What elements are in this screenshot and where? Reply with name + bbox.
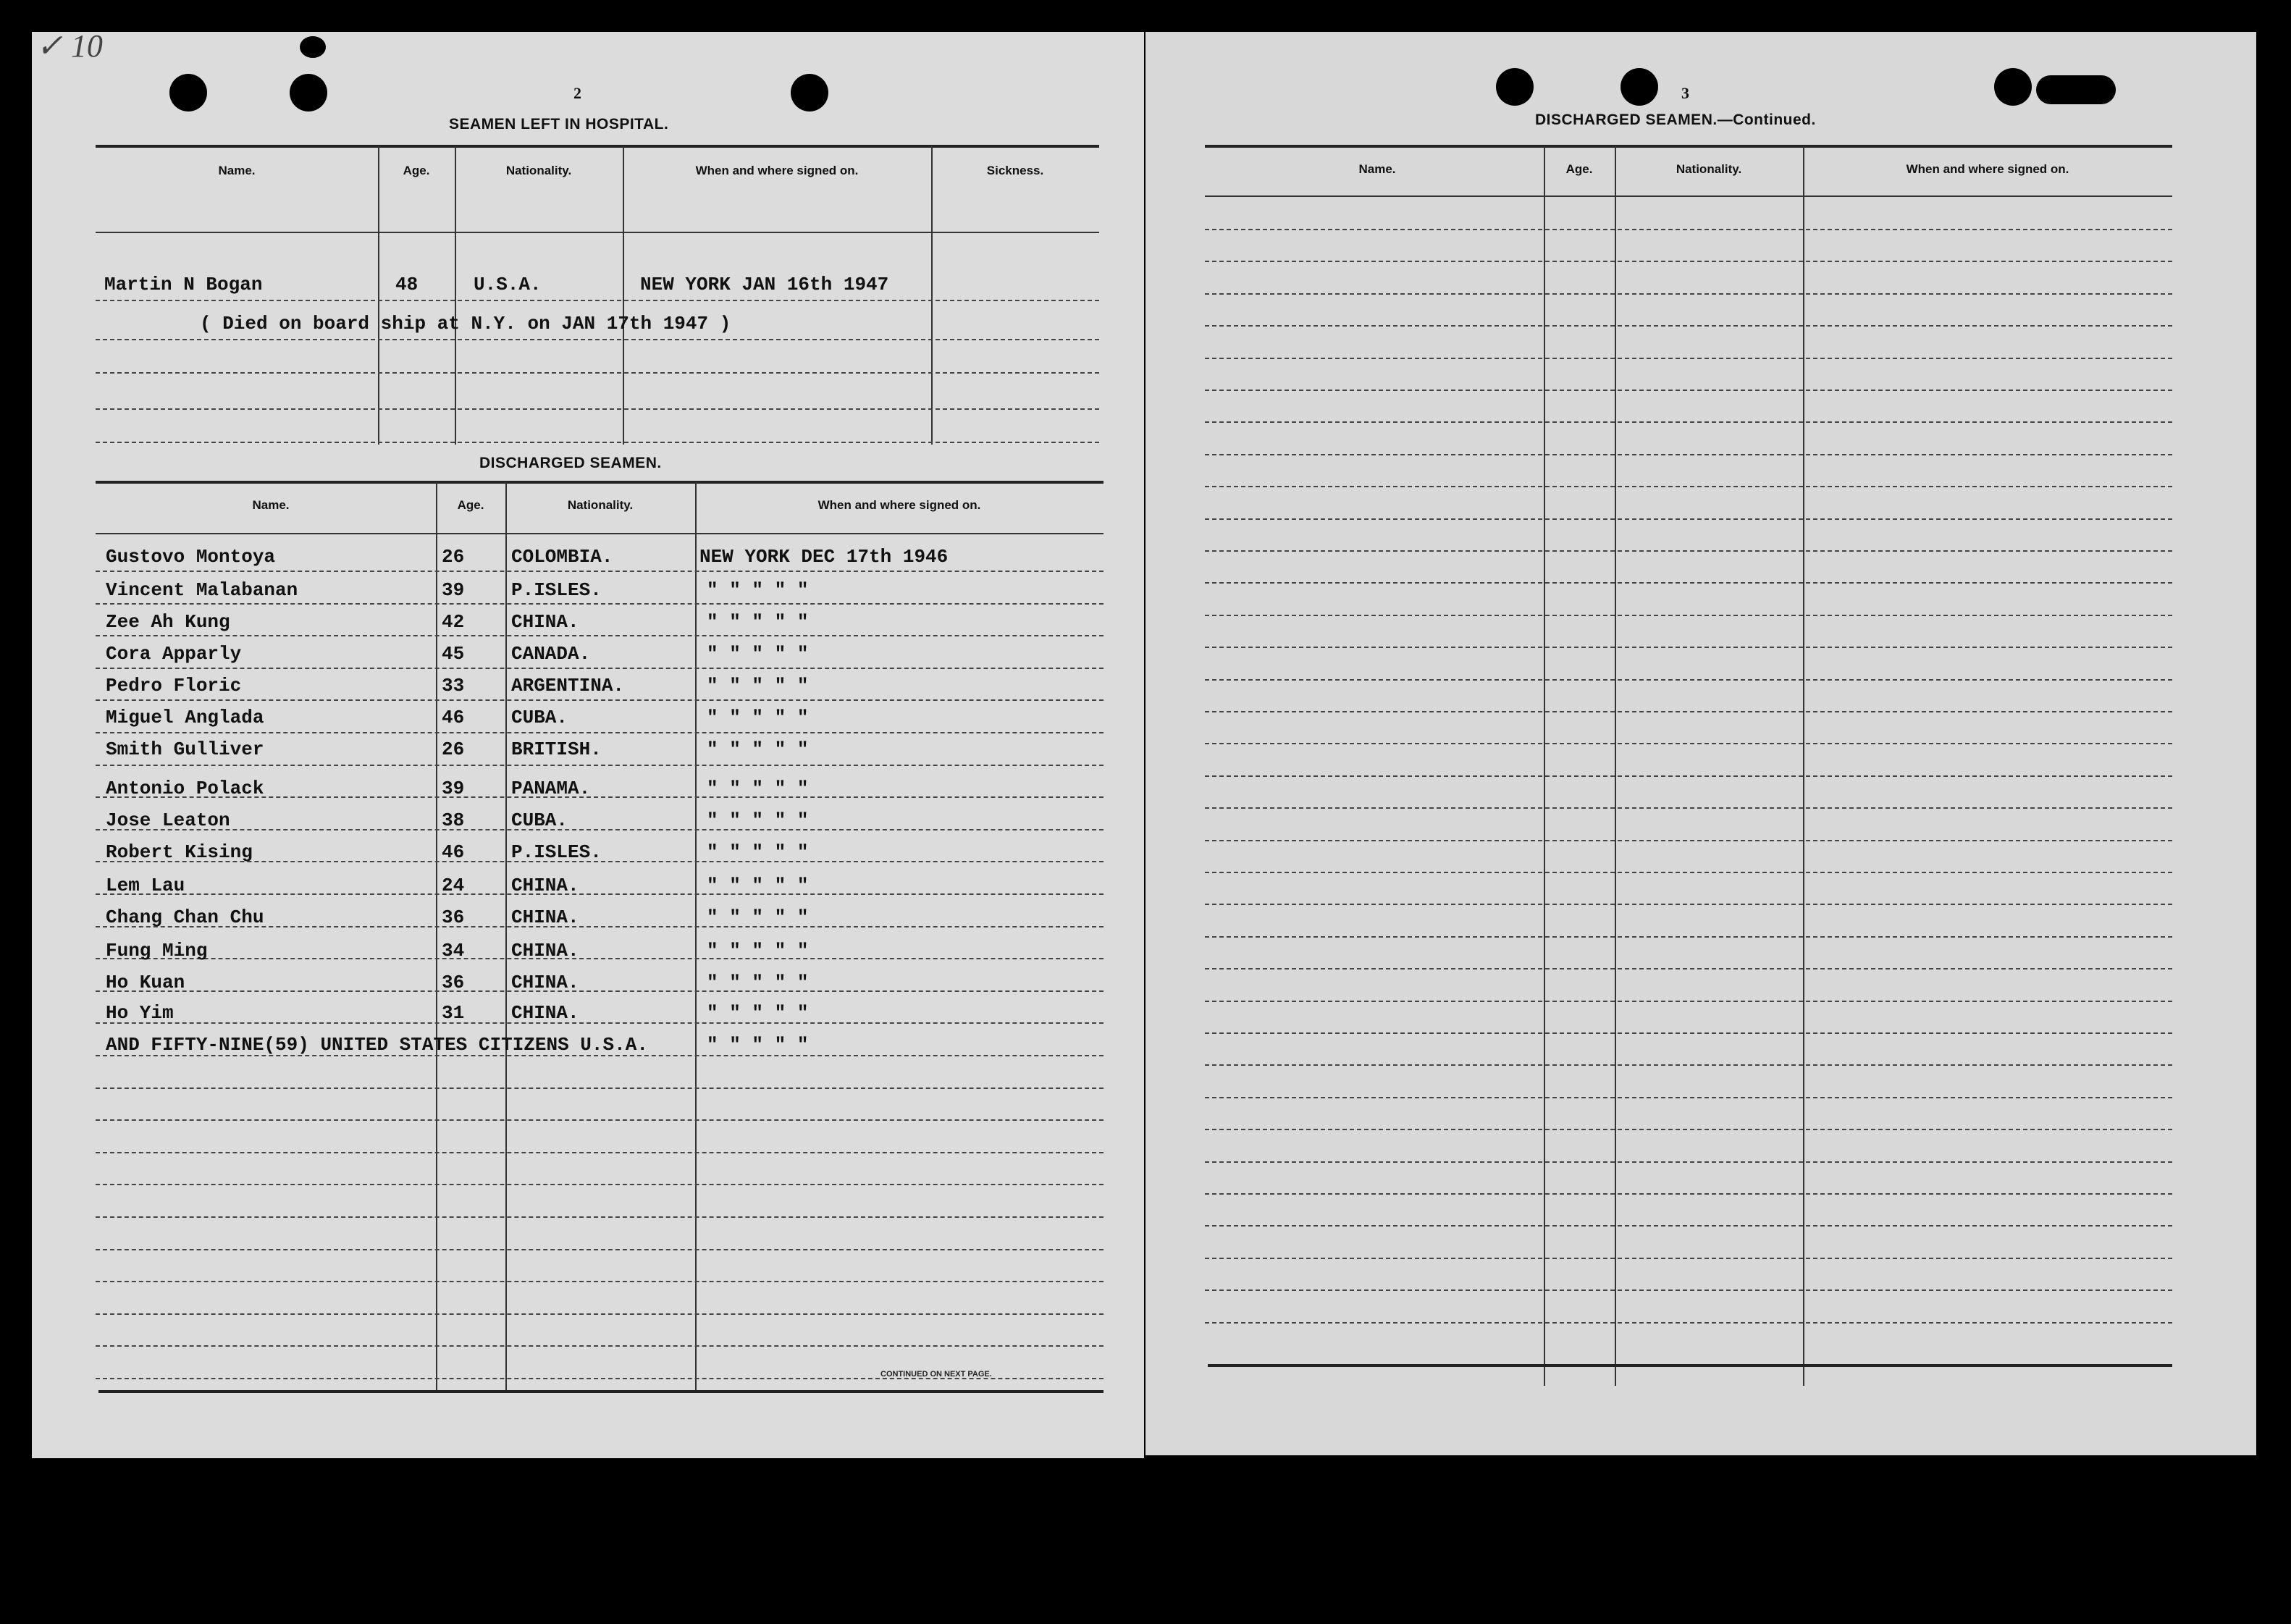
row-line [1205, 1001, 2172, 1002]
row-nationality: ARGENTINA. [511, 675, 625, 697]
row-line [1205, 615, 2172, 616]
row-nationality: BRITISH. [511, 739, 602, 760]
table-rule [1205, 145, 2172, 148]
row-nationality: CUBA. [511, 707, 568, 728]
row-nationality: CHINA. [511, 1002, 579, 1024]
row-signed-on: " " " " " [707, 643, 809, 665]
row-line [1205, 1064, 2172, 1066]
table-rule [96, 481, 1104, 484]
row-name: Ho Kuan [106, 972, 185, 993]
row-line [1205, 550, 2172, 552]
row-name: Pedro Floric [106, 675, 242, 697]
column-header-age: Age. [403, 164, 430, 177]
row-nationality: P.ISLES. [511, 841, 602, 863]
row-line [1205, 358, 2172, 359]
row-line [96, 300, 1099, 301]
column-divider [455, 146, 456, 445]
row-signed-on: " " " " " [707, 739, 809, 760]
row-line [1205, 679, 2172, 681]
row-name: Zee Ah Kung [106, 611, 230, 633]
row-nationality: CHINA. [511, 611, 579, 633]
footer-signed-on: " " " " " [707, 1034, 809, 1056]
row-name: Cora Apparly [106, 643, 242, 665]
column-divider [1544, 146, 1545, 1386]
row-line [96, 1313, 1104, 1315]
row-line [96, 372, 1099, 374]
continued-note: CONTINUED ON NEXT PAGE. [880, 1370, 992, 1379]
column-divider [505, 482, 507, 1392]
row-line [1205, 1258, 2172, 1259]
row-nationality: CHINA. [511, 875, 579, 896]
row-line [96, 1087, 1104, 1089]
row-signed-on: " " " " " [707, 707, 809, 728]
row-nationality: COLOMBIA. [511, 546, 613, 568]
row-signed-on: " " " " " [707, 940, 809, 962]
row-line [1205, 647, 2172, 648]
row-signed-on: " " " " " [707, 778, 809, 799]
hospital-row-signed-on: NEW YORK JAN 16th 1947 [640, 274, 889, 295]
row-nationality: PANAMA. [511, 778, 591, 799]
footer-line: AND FIFTY-NINE(59) UNITED STATES CITIZENS U.S.A. [106, 1034, 648, 1056]
row-nationality: CANADA. [511, 643, 591, 665]
row-line [96, 829, 1104, 830]
row-line [1205, 1032, 2172, 1034]
row-line [1205, 325, 2172, 327]
row-line [1205, 1225, 2172, 1227]
row-signed-on: " " " " " [707, 875, 809, 896]
column-header-name: Name. [1358, 162, 1396, 176]
row-line [96, 1184, 1104, 1185]
punch-hole [1496, 68, 1534, 106]
row-line [96, 1152, 1104, 1153]
row-line [1205, 486, 2172, 487]
row-age: 26 [442, 546, 465, 568]
row-line [1205, 261, 2172, 262]
table-bottom-rule [98, 1390, 1104, 1393]
row-line [96, 765, 1104, 766]
table-rule [96, 232, 1099, 233]
row-line [1205, 1322, 2172, 1324]
row-nationality: CHINA. [511, 906, 579, 928]
row-signed-on: " " " " " [707, 1002, 809, 1024]
row-name: Miguel Anglada [106, 707, 264, 728]
row-age: 38 [442, 809, 465, 831]
row-line [96, 958, 1104, 959]
row-line [96, 635, 1104, 636]
row-age: 36 [442, 906, 465, 928]
row-line [96, 699, 1104, 701]
hospital-row-name: Martin N Bogan [104, 274, 263, 295]
table-bottom-rule [1208, 1364, 2172, 1367]
punch-hole [1620, 68, 1658, 106]
row-line [96, 732, 1104, 733]
column-divider [931, 146, 933, 445]
row-age: 42 [442, 611, 465, 633]
row-line [96, 603, 1104, 605]
row-line [1205, 1289, 2172, 1291]
row-line [96, 1249, 1104, 1250]
hospital-row-nationality: U.S.A. [474, 274, 542, 295]
table-rule [1205, 195, 2172, 197]
row-line [96, 339, 1099, 340]
page-number: 2 [573, 84, 581, 102]
row-signed-on: " " " " " [707, 809, 809, 831]
row-age: 36 [442, 972, 465, 993]
column-header-nationality: Nationality. [505, 164, 572, 177]
column-divider [1615, 146, 1616, 1386]
row-name: Vincent Malabanan [106, 579, 298, 601]
column-header-name: Name. [218, 164, 256, 177]
row-signed-on: " " " " " [707, 906, 809, 928]
table-rule [96, 145, 1099, 148]
row-line [1205, 807, 2172, 809]
row-line [1205, 229, 2172, 230]
discharged-section-title: DISCHARGED SEAMEN. [479, 455, 662, 471]
punch-hole [791, 74, 828, 112]
row-line [1205, 454, 2172, 455]
column-header-age: Age. [457, 498, 484, 512]
row-line [1205, 711, 2172, 712]
punch-hole [300, 36, 326, 58]
column-divider [695, 482, 697, 1392]
column-divider [1803, 146, 1804, 1386]
row-line [96, 1216, 1104, 1218]
row-line [1205, 904, 2172, 905]
row-line [1205, 775, 2172, 777]
row-line [1205, 840, 2172, 841]
corner-mark: ✓ 10 [36, 28, 103, 64]
row-line [1205, 1129, 2172, 1130]
row-line [96, 668, 1104, 669]
row-line [96, 1345, 1104, 1347]
row-age: 46 [442, 841, 465, 863]
row-name: Lem Lau [106, 875, 185, 896]
row-signed-on: NEW YORK DEC 17th 1946 [699, 546, 949, 568]
row-name: Fung Ming [106, 940, 208, 962]
row-line [1205, 293, 2172, 295]
row-line [1205, 518, 2172, 520]
row-line [96, 1119, 1104, 1121]
right-page [1146, 32, 2256, 1455]
row-signed-on: " " " " " [707, 611, 809, 633]
row-age: 34 [442, 940, 465, 962]
row-age: 39 [442, 579, 465, 601]
row-age: 39 [442, 778, 465, 799]
punch-hole [2036, 75, 2116, 104]
row-line [1205, 1161, 2172, 1163]
hospital-row-age: 48 [395, 274, 419, 295]
row-line [96, 1022, 1104, 1024]
column-header-signed-on: When and where signed on. [817, 498, 981, 512]
hospital-section-title: SEAMEN LEFT IN HOSPITAL. [449, 116, 669, 132]
row-nationality: CUBA. [511, 809, 568, 831]
column-header-nationality: Nationality. [1676, 162, 1742, 176]
row-line [96, 1281, 1104, 1282]
row-signed-on: " " " " " [707, 579, 809, 601]
row-line [1205, 743, 2172, 744]
column-header-signed-on: When and where signed on. [1906, 162, 2069, 176]
row-line [1205, 1193, 2172, 1195]
row-signed-on: " " " " " [707, 675, 809, 697]
column-header-signed-on: When and where signed on. [695, 164, 859, 177]
row-line [1205, 390, 2172, 391]
column-header-sickness: Sickness. [986, 164, 1044, 177]
row-name: Jose Leaton [106, 809, 230, 831]
table-rule [96, 533, 1104, 534]
row-line [1205, 582, 2172, 584]
column-divider [623, 146, 624, 445]
row-line [1205, 1097, 2172, 1098]
right-section-title: DISCHARGED SEAMEN.—Continued. [1535, 112, 1816, 128]
row-signed-on: " " " " " [707, 972, 809, 993]
row-line [96, 990, 1104, 992]
row-name: Robert Kising [106, 841, 253, 863]
row-nationality: CHINA. [511, 940, 579, 962]
row-line [96, 893, 1104, 895]
row-age: 33 [442, 675, 465, 697]
row-line [96, 442, 1099, 443]
column-divider [378, 146, 379, 445]
row-line [1205, 421, 2172, 423]
row-name: Chang Chan Chu [106, 906, 264, 928]
hospital-note: ( Died on board ship at N.Y. on JAN 17th 1947 ) [200, 313, 731, 335]
row-line [96, 571, 1104, 572]
row-line [1205, 968, 2172, 969]
row-line [1205, 872, 2172, 873]
punch-hole [1994, 68, 2032, 106]
row-line [1205, 936, 2172, 938]
row-nationality: CHINA. [511, 972, 579, 993]
punch-hole [169, 74, 207, 112]
column-divider [436, 482, 437, 1392]
row-signed-on: " " " " " [707, 841, 809, 863]
column-header-age: Age. [1565, 162, 1593, 176]
row-age: 24 [442, 875, 465, 896]
row-name: Antonio Polack [106, 778, 264, 799]
column-header-nationality: Nationality. [567, 498, 634, 512]
row-age: 31 [442, 1002, 465, 1024]
row-line [96, 408, 1099, 410]
row-name: Smith Gulliver [106, 739, 264, 760]
row-name: Gustovo Montoya [106, 546, 276, 568]
column-header-name: Name. [252, 498, 290, 512]
punch-hole [290, 74, 327, 112]
row-name: Ho Yim [106, 1002, 174, 1024]
row-age: 46 [442, 707, 465, 728]
page-number: 3 [1681, 84, 1689, 102]
row-nationality: P.ISLES. [511, 579, 602, 601]
left-page [32, 28, 1144, 1458]
row-age: 26 [442, 739, 465, 760]
row-age: 45 [442, 643, 465, 665]
